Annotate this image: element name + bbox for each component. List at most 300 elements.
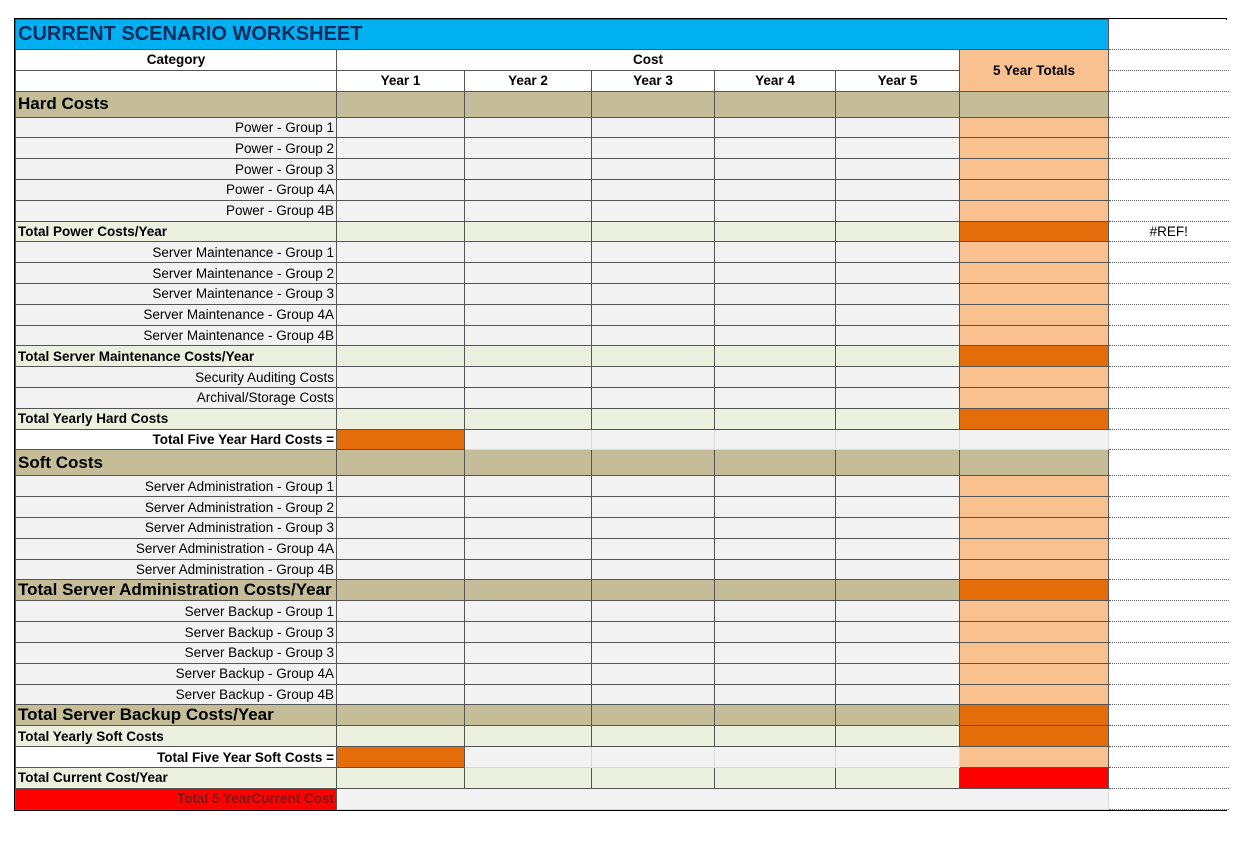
side-cell[interactable] (1109, 517, 1229, 538)
total-backup-label: Total Server Backup Costs/Year (16, 705, 337, 726)
year-value-cell[interactable] (465, 663, 592, 684)
table-row (16, 408, 1229, 429)
year-value-cell[interactable] (836, 117, 960, 138)
year-value-cell[interactable] (715, 642, 836, 663)
table-row (16, 767, 1229, 788)
side-cell[interactable] (1109, 705, 1229, 726)
side-cell[interactable] (1109, 642, 1229, 663)
cost-item-label: Archival/Storage Costs (16, 387, 337, 408)
year-value-cell[interactable] (337, 767, 465, 788)
year-value-cell[interactable] (465, 325, 592, 346)
year-value-cell[interactable] (715, 663, 836, 684)
five-year-total-cell[interactable] (960, 263, 1109, 284)
five-year-totals-header: 5 Year Totals (960, 50, 1109, 92)
side-cell[interactable] (1109, 622, 1229, 643)
year-value-cell[interactable] (465, 387, 592, 408)
year-value-cell[interactable] (337, 91, 465, 117)
year-value-cell[interactable] (592, 497, 715, 518)
year-value-cell[interactable] (836, 559, 960, 580)
cost-item-label: Server Administration - Group 3 (16, 517, 337, 538)
five-year-total-cell[interactable] (960, 367, 1109, 388)
side-cell[interactable] (1109, 663, 1229, 684)
year-value-cell[interactable] (836, 663, 960, 684)
year-value-cell[interactable] (337, 622, 465, 643)
year-value-cell[interactable] (836, 221, 960, 242)
five-year-total-cell[interactable] (960, 179, 1109, 200)
year-value-cell[interactable] (836, 538, 960, 559)
year-value-cell[interactable] (337, 283, 465, 304)
year-value-cell[interactable] (465, 622, 592, 643)
year-value-cell[interactable] (715, 283, 836, 304)
year-value-cell[interactable] (836, 91, 960, 117)
year-value-cell[interactable] (337, 263, 465, 284)
year-value-cell[interactable] (715, 601, 836, 622)
cost-item-label: Server Backup - Group 1 (16, 601, 337, 622)
year-value-cell[interactable] (592, 517, 715, 538)
cost-item-label: Power - Group 2 (16, 138, 337, 159)
year-value-cell[interactable] (465, 242, 592, 263)
five-year-total-cell[interactable] (960, 517, 1109, 538)
five-year-total-cell[interactable] (960, 642, 1109, 663)
year-value-cell[interactable] (715, 408, 836, 429)
year-value-cell[interactable] (715, 263, 836, 284)
year-value-cell[interactable] (465, 450, 592, 476)
year-value-cell[interactable] (592, 263, 715, 284)
year-value-cell[interactable] (592, 538, 715, 559)
year-value-cell[interactable] (836, 325, 960, 346)
year-value-cell[interactable] (465, 179, 592, 200)
five-year-total-cell[interactable] (960, 242, 1109, 263)
year-value-cell[interactable] (465, 263, 592, 284)
year-value-cell[interactable] (836, 642, 960, 663)
year-value-cell[interactable] (337, 159, 465, 180)
year-header: Year 5 (836, 70, 960, 91)
year-value-cell[interactable] (592, 408, 715, 429)
year-value-cell[interactable] (715, 387, 836, 408)
cost-item-label: Power - Group 4A (16, 179, 337, 200)
year-value-cell[interactable] (715, 304, 836, 325)
cost-item-label: Server Backup - Group 3 (16, 642, 337, 663)
year-value-cell[interactable] (592, 387, 715, 408)
table-row (16, 705, 1229, 726)
five-year-total-cell[interactable] (960, 117, 1109, 138)
category-header-blank (16, 70, 337, 91)
cost-item-label: Server Maintenance - Group 4B (16, 325, 337, 346)
side-cell[interactable] (1109, 20, 1229, 50)
year-value-cell[interactable] (836, 622, 960, 643)
side-cell[interactable] (1109, 50, 1229, 71)
five-year-total-cell[interactable] (960, 200, 1109, 221)
side-cell[interactable] (1109, 788, 1229, 809)
year-value-cell[interactable] (836, 517, 960, 538)
side-cell[interactable] (1109, 179, 1229, 200)
table-row (16, 429, 1229, 450)
year-value-cell[interactable] (337, 538, 465, 559)
year-value-cell[interactable] (337, 559, 465, 580)
year-value-cell[interactable] (465, 517, 592, 538)
year-value-cell[interactable] (836, 283, 960, 304)
year-value-cell[interactable] (465, 476, 592, 497)
year-value-cell[interactable] (836, 242, 960, 263)
side-cell[interactable] (1109, 559, 1229, 580)
year-value-cell[interactable] (715, 580, 836, 601)
year-header: Year 4 (715, 70, 836, 91)
year-value-cell[interactable] (465, 580, 592, 601)
table-row (16, 387, 1229, 408)
year-value-cell[interactable] (836, 304, 960, 325)
year-value-cell[interactable] (715, 476, 836, 497)
year-value-cell[interactable] (715, 559, 836, 580)
side-cell[interactable] (1109, 387, 1229, 408)
year-value-cell[interactable] (465, 601, 592, 622)
year-value-cell[interactable] (836, 705, 960, 726)
five-year-total-cell[interactable] (960, 387, 1109, 408)
year-value-cell[interactable] (715, 367, 836, 388)
year-value-cell[interactable] (337, 450, 465, 476)
worksheet (14, 18, 1227, 811)
year-value-cell[interactable] (836, 159, 960, 180)
cost-item-label: Server Administration - Group 4A (16, 538, 337, 559)
year-value-cell[interactable] (715, 622, 836, 643)
empty-cell[interactable] (592, 747, 715, 768)
year-value-cell[interactable] (465, 497, 592, 518)
year-value-cell[interactable] (337, 476, 465, 497)
five-year-total-cell[interactable] (960, 601, 1109, 622)
year-value-cell[interactable] (836, 601, 960, 622)
side-cell[interactable] (1109, 159, 1229, 180)
side-cell[interactable] (1109, 601, 1229, 622)
table-row (16, 200, 1229, 221)
year-value-cell[interactable] (465, 367, 592, 388)
side-cell[interactable] (1109, 367, 1229, 388)
cost-header: Cost (337, 50, 960, 71)
side-cell[interactable] (1109, 117, 1229, 138)
side-cell[interactable] (1109, 138, 1229, 159)
five-year-total-cell[interactable] (960, 304, 1109, 325)
five-year-total-cell[interactable] (960, 622, 1109, 643)
year-value-cell[interactable] (836, 476, 960, 497)
year-value-cell[interactable] (592, 705, 715, 726)
year-value-cell[interactable] (465, 200, 592, 221)
cost-item-label: Server Maintenance - Group 2 (16, 263, 337, 284)
five-year-value-cell[interactable] (337, 429, 465, 450)
total-maintenance-label: Total Server Maintenance Costs/Year (16, 346, 337, 367)
side-cell[interactable] (1109, 429, 1229, 450)
table-row (16, 263, 1229, 284)
year-value-cell[interactable] (465, 726, 592, 747)
year-value-cell[interactable] (715, 450, 836, 476)
year-value-cell[interactable] (592, 601, 715, 622)
year-value-cell[interactable] (592, 304, 715, 325)
year-value-cell[interactable] (836, 138, 960, 159)
year-value-cell[interactable] (715, 497, 836, 518)
year-value-cell[interactable] (836, 497, 960, 518)
year-value-cell[interactable] (592, 200, 715, 221)
year-value-cell[interactable] (836, 684, 960, 705)
side-cell[interactable] (1109, 538, 1229, 559)
five-year-total-cell[interactable] (960, 221, 1109, 242)
side-cell[interactable] (1109, 497, 1229, 518)
year-value-cell[interactable] (337, 580, 465, 601)
table-row (16, 91, 1229, 117)
year-value-cell[interactable] (715, 346, 836, 367)
year-value-cell[interactable] (836, 346, 960, 367)
year-value-cell[interactable] (337, 138, 465, 159)
year-value-cell[interactable] (592, 767, 715, 788)
year-value-cell[interactable] (715, 726, 836, 747)
year-value-cell[interactable] (337, 179, 465, 200)
year-value-cell[interactable] (715, 159, 836, 180)
year-value-cell[interactable] (337, 601, 465, 622)
year-value-cell[interactable] (592, 642, 715, 663)
year-value-cell[interactable] (337, 346, 465, 367)
empty-cell[interactable] (836, 747, 960, 768)
cost-item-label: Server Maintenance - Group 3 (16, 283, 337, 304)
year-value-cell[interactable] (592, 91, 715, 117)
empty-cell[interactable] (465, 429, 592, 450)
year-value-cell[interactable] (337, 200, 465, 221)
side-cell[interactable] (1109, 283, 1229, 304)
five-year-total-cell[interactable] (960, 91, 1109, 117)
side-cell[interactable] (1109, 91, 1229, 117)
year-header: Year 1 (337, 70, 465, 91)
side-cell[interactable] (1109, 304, 1229, 325)
empty-cell[interactable] (715, 429, 836, 450)
five-year-total-cell[interactable] (960, 705, 1109, 726)
year-value-cell[interactable] (337, 517, 465, 538)
cost-item-label: Server Backup - Group 4B (16, 684, 337, 705)
year-value-cell[interactable] (592, 325, 715, 346)
empty-cell[interactable] (960, 747, 1109, 768)
year-value-cell[interactable] (715, 242, 836, 263)
year-value-cell[interactable] (715, 538, 836, 559)
year-value-cell[interactable] (592, 283, 715, 304)
year-value-cell[interactable] (465, 538, 592, 559)
side-cell[interactable] (1109, 476, 1229, 497)
year-value-cell[interactable] (465, 138, 592, 159)
table-row (16, 622, 1229, 643)
table-row (16, 117, 1229, 138)
empty-cell[interactable] (960, 429, 1109, 450)
year-value-cell[interactable] (836, 726, 960, 747)
year-value-cell[interactable] (836, 179, 960, 200)
table-row (16, 517, 1229, 538)
year-value-cell[interactable] (592, 179, 715, 200)
five-year-total-cell[interactable] (960, 497, 1109, 518)
table-row (16, 346, 1229, 367)
year-value-cell[interactable] (465, 767, 592, 788)
year-value-cell[interactable] (715, 179, 836, 200)
five-year-total-cell[interactable] (960, 283, 1109, 304)
year-value-cell[interactable] (337, 387, 465, 408)
side-cell[interactable] (1109, 726, 1229, 747)
year-value-cell[interactable] (465, 159, 592, 180)
year-value-cell[interactable] (337, 684, 465, 705)
five-year-total-cell[interactable] (960, 476, 1109, 497)
year-value-cell[interactable] (715, 117, 836, 138)
total-admin-label: Total Server Administration Costs/Year (16, 580, 337, 601)
year-value-cell[interactable] (465, 221, 592, 242)
year-value-cell[interactable] (465, 117, 592, 138)
section-hard-costs: Hard Costs (16, 91, 337, 117)
side-cell[interactable] (1109, 346, 1229, 367)
table-row (16, 325, 1229, 346)
table-row (16, 304, 1229, 325)
year-value-cell[interactable] (592, 684, 715, 705)
year-value-cell[interactable] (592, 450, 715, 476)
empty-cell[interactable] (836, 429, 960, 450)
five-year-total-cell[interactable] (960, 325, 1109, 346)
cost-item-label: Power - Group 1 (16, 117, 337, 138)
year-value-cell[interactable] (715, 705, 836, 726)
table-row (16, 642, 1229, 663)
table-row (16, 179, 1229, 200)
year-value-cell[interactable] (337, 325, 465, 346)
table-row (16, 242, 1229, 263)
empty-cell[interactable] (465, 747, 592, 768)
year-value-cell[interactable] (337, 726, 465, 747)
year-value-cell[interactable] (465, 559, 592, 580)
category-header: Category (16, 50, 337, 71)
table-row (16, 221, 1229, 242)
five-year-total-cell[interactable] (960, 559, 1109, 580)
year-value-cell[interactable] (592, 346, 715, 367)
five-year-total-cell[interactable] (960, 346, 1109, 367)
total-power-label: Total Power Costs/Year (16, 221, 337, 242)
five-year-total-cell[interactable] (960, 767, 1109, 788)
side-cell[interactable] (1109, 408, 1229, 429)
year-value-cell[interactable] (592, 221, 715, 242)
year-value-cell[interactable] (836, 450, 960, 476)
empty-merged-cell[interactable] (337, 788, 1109, 809)
year-value-cell[interactable] (592, 117, 715, 138)
year-value-cell[interactable] (592, 138, 715, 159)
cost-item-label: Server Maintenance - Group 1 (16, 242, 337, 263)
year-value-cell[interactable] (465, 684, 592, 705)
side-cell[interactable] (1109, 747, 1229, 768)
year-value-cell[interactable] (592, 476, 715, 497)
table-row (16, 283, 1229, 304)
year-value-cell[interactable] (337, 221, 465, 242)
five-year-value-cell[interactable] (337, 747, 465, 768)
cost-item-label: Power - Group 3 (16, 159, 337, 180)
table-row (16, 138, 1229, 159)
year-value-cell[interactable] (337, 497, 465, 518)
five-year-total-cell[interactable] (960, 538, 1109, 559)
worksheet-table (15, 19, 1229, 810)
year-value-cell[interactable] (715, 517, 836, 538)
year-value-cell[interactable] (592, 242, 715, 263)
year-value-cell[interactable] (592, 559, 715, 580)
year-value-cell[interactable] (337, 705, 465, 726)
side-cell[interactable] (1109, 70, 1229, 91)
side-cell[interactable] (1109, 242, 1229, 263)
year-value-cell[interactable] (836, 767, 960, 788)
year-value-cell[interactable] (836, 200, 960, 221)
year-value-cell[interactable] (337, 408, 465, 429)
year-value-cell[interactable] (592, 580, 715, 601)
five-year-total-cell[interactable] (960, 450, 1109, 476)
five-year-total-cell[interactable] (960, 580, 1109, 601)
year-value-cell[interactable] (715, 138, 836, 159)
year-value-cell[interactable] (836, 387, 960, 408)
year-value-cell[interactable] (592, 622, 715, 643)
empty-cell[interactable] (715, 747, 836, 768)
five-year-total-cell[interactable] (960, 726, 1109, 747)
year-value-cell[interactable] (465, 283, 592, 304)
side-cell[interactable] (1109, 767, 1229, 788)
year-value-cell[interactable] (337, 117, 465, 138)
five-year-total-cell[interactable] (960, 159, 1109, 180)
cost-item-label: Power - Group 4B (16, 200, 337, 221)
table-row (16, 476, 1229, 497)
year-value-cell[interactable] (592, 367, 715, 388)
side-cell[interactable] (1109, 450, 1229, 476)
table-row (16, 559, 1229, 580)
year-value-cell[interactable] (592, 663, 715, 684)
side-cell[interactable] (1109, 263, 1229, 284)
section-soft-costs: Soft Costs (16, 450, 337, 476)
year-value-cell[interactable] (337, 663, 465, 684)
table-row (16, 684, 1229, 705)
empty-cell[interactable] (592, 429, 715, 450)
side-cell[interactable] (1109, 325, 1229, 346)
year-value-cell[interactable] (337, 642, 465, 663)
table-row (16, 601, 1229, 622)
table-row (16, 450, 1229, 476)
cost-item-label: Security Auditing Costs (16, 367, 337, 388)
year-value-cell[interactable] (592, 159, 715, 180)
side-cell[interactable] (1109, 200, 1229, 221)
year-value-cell[interactable] (715, 91, 836, 117)
year-value-cell[interactable] (715, 684, 836, 705)
year-value-cell[interactable] (465, 304, 592, 325)
year-value-cell[interactable] (465, 705, 592, 726)
cost-item-label: Server Administration - Group 4B (16, 559, 337, 580)
year-value-cell[interactable] (337, 367, 465, 388)
year-value-cell[interactable] (337, 304, 465, 325)
year-value-cell[interactable] (465, 642, 592, 663)
year-value-cell[interactable] (836, 408, 960, 429)
cost-item-label: Server Maintenance - Group 4A (16, 304, 337, 325)
five-year-total-cell[interactable] (960, 138, 1109, 159)
year-value-cell[interactable] (715, 200, 836, 221)
year-value-cell[interactable] (592, 726, 715, 747)
table-row (16, 663, 1229, 684)
year-value-cell[interactable] (465, 346, 592, 367)
year-value-cell[interactable] (836, 263, 960, 284)
year-value-cell[interactable] (715, 221, 836, 242)
five-year-total-cell[interactable] (960, 408, 1109, 429)
cost-item-label: Server Administration - Group 2 (16, 497, 337, 518)
year-value-cell[interactable] (337, 242, 465, 263)
cost-item-label: Server Administration - Group 1 (16, 476, 337, 497)
year-value-cell[interactable] (715, 325, 836, 346)
side-cell[interactable] (1109, 684, 1229, 705)
year-value-cell[interactable] (836, 580, 960, 601)
five-year-total-cell[interactable] (960, 684, 1109, 705)
table-row (16, 497, 1229, 518)
year-header: Year 3 (592, 70, 715, 91)
five-year-total-cell[interactable] (960, 663, 1109, 684)
grand-total-label: Total 5 YearCurrent Cost (16, 788, 337, 809)
year-value-cell[interactable] (465, 91, 592, 117)
year-value-cell[interactable] (836, 367, 960, 388)
total-five-year-soft-label: Total Five Year Soft Costs = (16, 747, 337, 768)
year-value-cell[interactable] (715, 767, 836, 788)
year-value-cell[interactable] (465, 408, 592, 429)
side-cell[interactable] (1109, 580, 1229, 601)
